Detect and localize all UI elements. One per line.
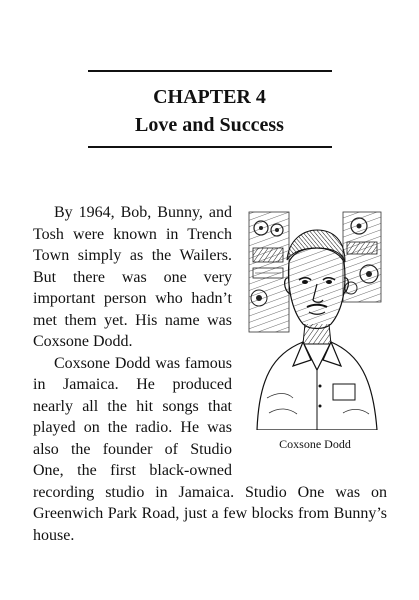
portrait-figure	[241, 208, 387, 466]
chapter-title: Love and Success	[135, 114, 284, 136]
chapter-body	[33, 202, 387, 546]
paragraph-2: Coxsone Dodd was famous in Jamaica. He produced nearly all the hit songs that played on the radio. He was also the founder of Studio One, the first black-owned recording studio in Jamaica. Studio One was on Greenwich Park Road, just a few blocks from Bunny’s house.	[33, 354, 387, 544]
bottom-rule	[88, 146, 332, 148]
coxsone-dodd-portrait	[247, 208, 383, 430]
paragraph-1: By 1964, Bob, Bunny, and Tosh were known in Trench Town simply as the Wailers. But there was one very important person who hadn’t met them yet. His name was Coxsone Dodd.	[33, 204, 232, 350]
chapter-number: CHAPTER 4	[153, 86, 266, 108]
portrait-caption: Coxsone Dodd	[279, 437, 351, 451]
top-rule	[88, 70, 332, 72]
